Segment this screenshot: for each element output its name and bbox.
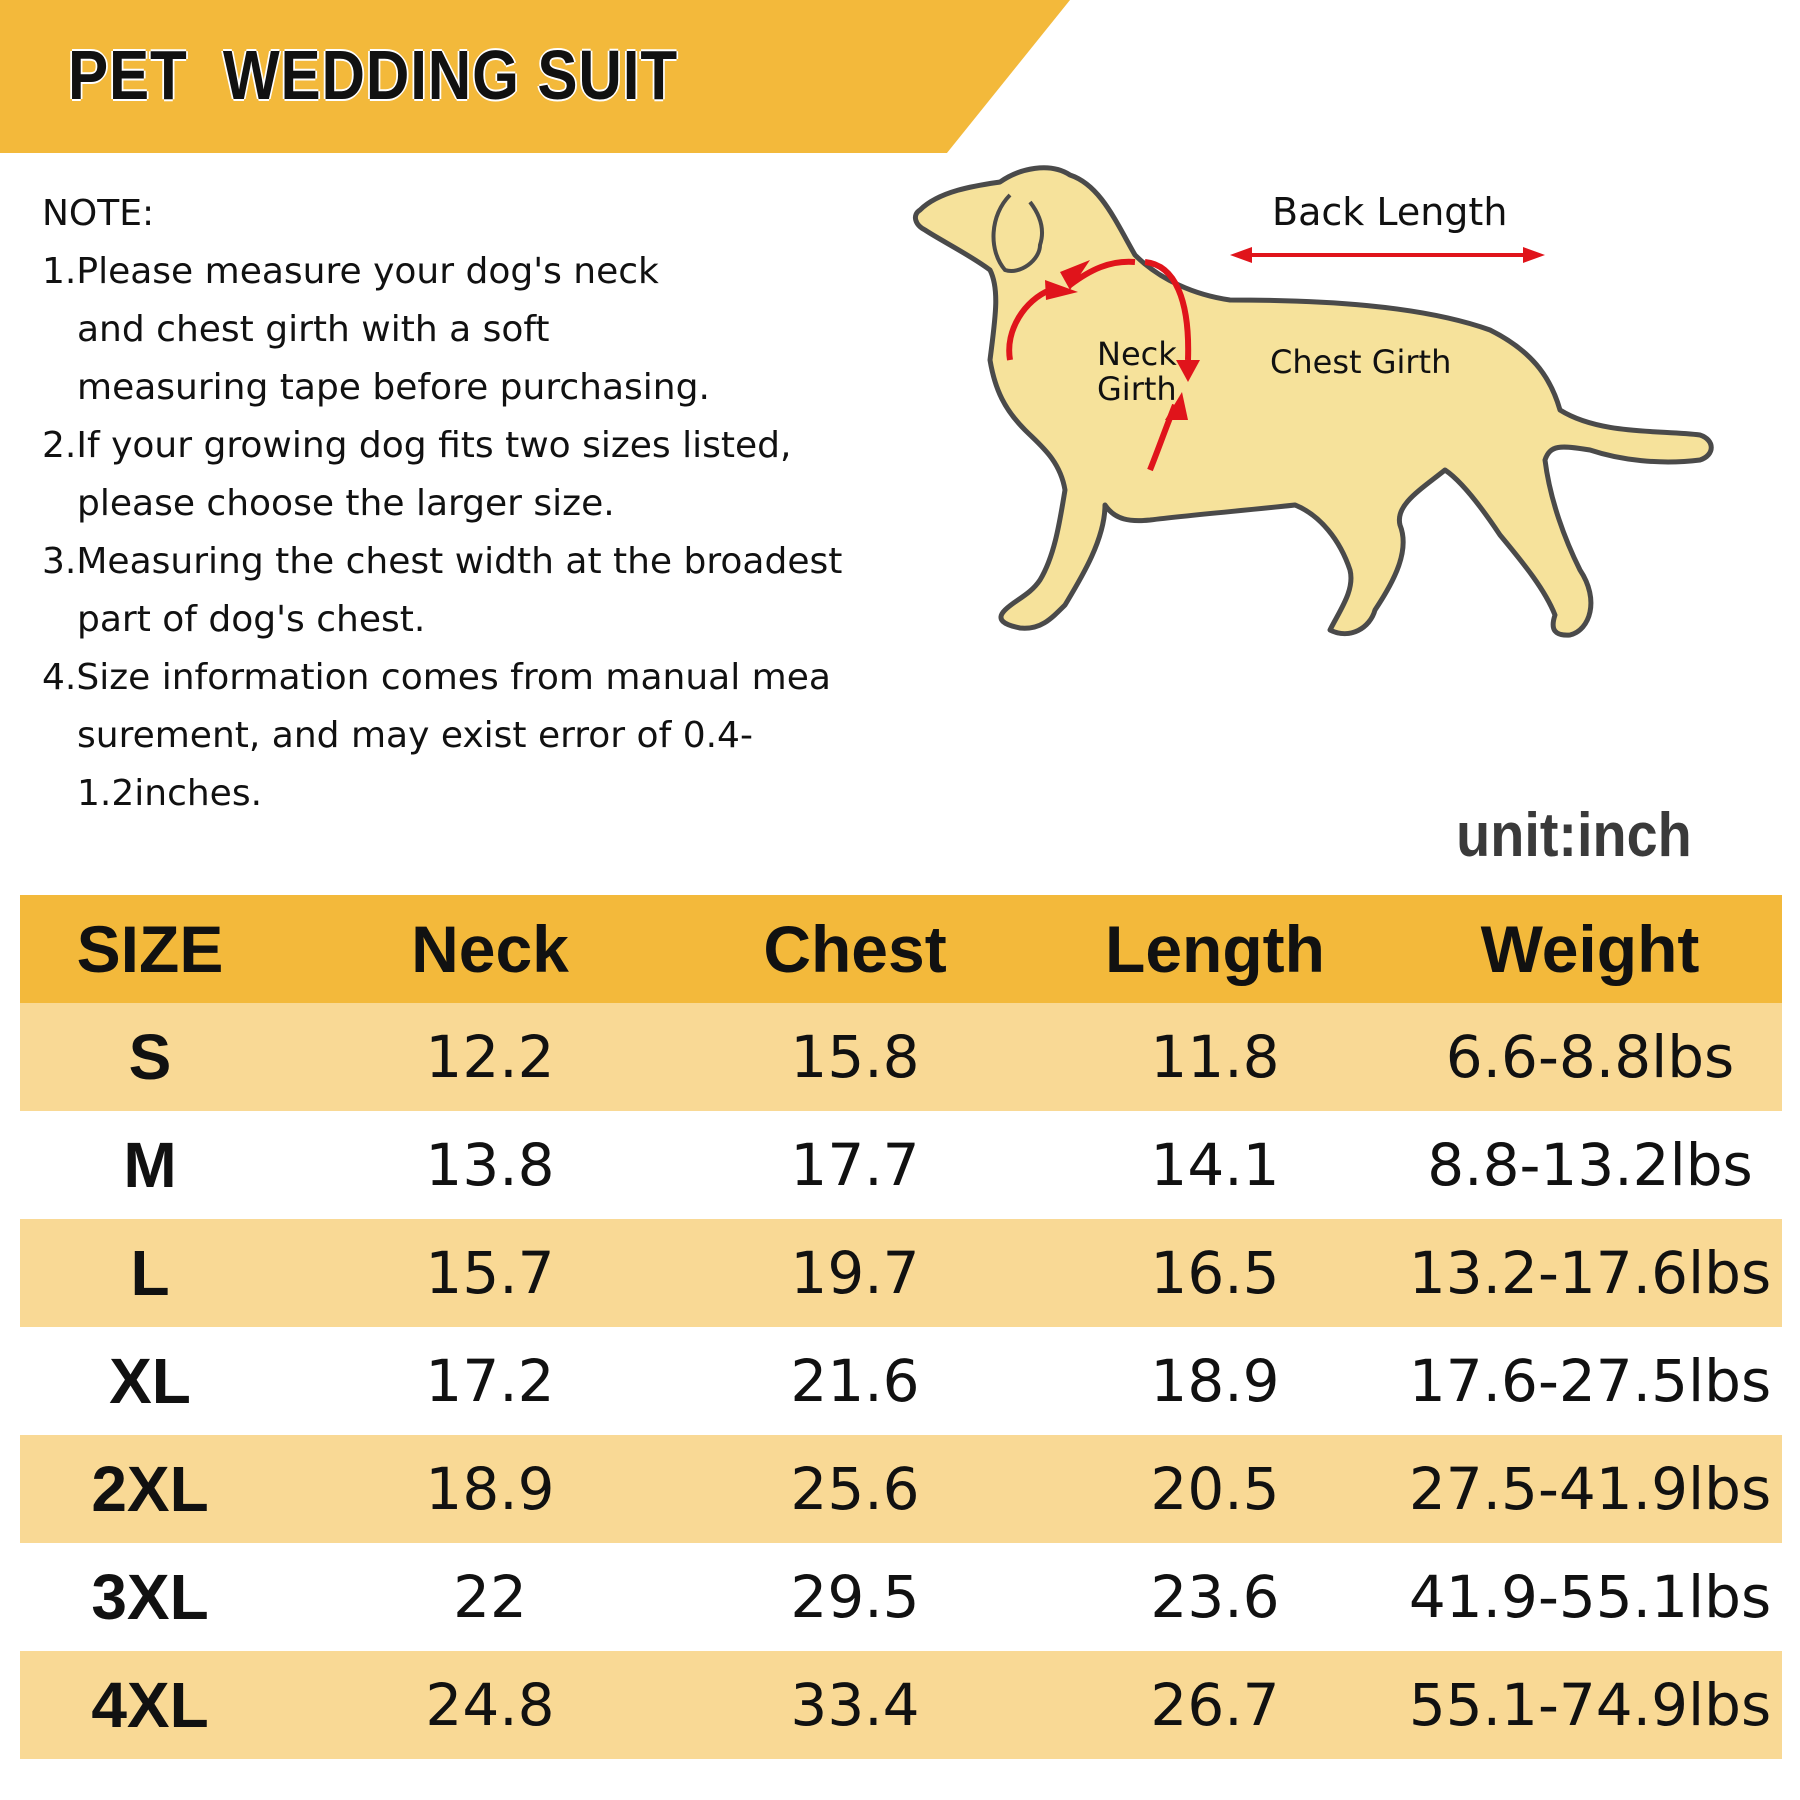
table-row (20, 1327, 1782, 1435)
neck-girth-label: Girth (1097, 370, 1177, 408)
note-item-number: 4. (42, 657, 77, 698)
note-item-continuation: part of dog's chest. (77, 599, 426, 640)
weight-cell: 13.2-17.6lbs (1408, 1239, 1772, 1307)
neck-cell: 22 (453, 1563, 527, 1631)
dog-measurement-diagram (900, 160, 1740, 750)
weight-cell: 55.1-74.9lbs (1408, 1671, 1772, 1739)
table-row (20, 1003, 1782, 1111)
unit-label: unit:inch (1456, 801, 1692, 870)
neck-cell: 18.9 (425, 1455, 555, 1523)
size-cell: 2XL (91, 1453, 209, 1525)
weight-cell: 41.9-55.1lbs (1408, 1563, 1772, 1631)
weight-cell: 27.5-41.9lbs (1408, 1455, 1772, 1523)
size-cell: 3XL (91, 1561, 209, 1633)
table-row (20, 1543, 1782, 1651)
header-size: SIZE (76, 912, 224, 986)
header-weight: Weight (1480, 912, 1700, 986)
note-item-number: 1. (42, 251, 77, 292)
neck-cell: 13.8 (425, 1131, 555, 1199)
chest-cell: 33.4 (790, 1671, 920, 1739)
table-row (20, 1435, 1782, 1543)
note-item-1 (42, 243, 902, 301)
size-cell: XL (109, 1345, 191, 1417)
chest-cell: 25.6 (790, 1455, 920, 1523)
neck-cell: 24.8 (425, 1671, 555, 1739)
size-cell: L (130, 1237, 170, 1309)
neck-cell: 15.7 (425, 1239, 555, 1307)
neck-girth-label: Neck (1097, 335, 1177, 373)
length-cell: 14.1 (1150, 1131, 1280, 1199)
chest-cell: 29.5 (790, 1563, 920, 1631)
weight-cell: 17.6-27.5lbs (1408, 1347, 1772, 1415)
back-length-arrowhead-right (1523, 247, 1545, 263)
length-cell: 20.5 (1150, 1455, 1280, 1523)
header-chest: Chest (763, 912, 947, 986)
neck-cell: 17.2 (425, 1347, 555, 1415)
size-table (20, 895, 1782, 1759)
note-item-3 (42, 533, 902, 591)
header-length: Length (1105, 912, 1325, 986)
note-item-text: Please measure your dog's neck (76, 251, 659, 292)
back-length-label: Back Length (1272, 190, 1508, 234)
table-row (20, 1111, 1782, 1219)
dog-silhouette (915, 168, 1711, 635)
neck-cell: 12.2 (425, 1023, 555, 1091)
note-item-text: Size information comes from manual mea (76, 657, 831, 698)
length-cell: 26.7 (1150, 1671, 1280, 1739)
chest-girth-label: Chest Girth (1270, 343, 1452, 381)
length-cell: 23.6 (1150, 1563, 1280, 1631)
note-item-number: 3. (42, 541, 77, 582)
note-item-text: Measuring the chest width at the broadest (76, 541, 843, 582)
note-item-continuation: measuring tape before purchasing. (77, 367, 710, 408)
header-neck: Neck (411, 912, 569, 986)
size-cell: S (128, 1021, 172, 1093)
note-item-continuation: surement, and may exist error of 0.4-1.2inches. (77, 715, 753, 814)
note-item-number: 2. (42, 425, 77, 466)
chest-cell: 21.6 (790, 1347, 920, 1415)
size-cell: 4XL (91, 1669, 209, 1741)
page-title: PET WEDDING SUIT (68, 36, 678, 114)
length-cell: 11.8 (1150, 1023, 1280, 1091)
table-header-row (20, 895, 1782, 1003)
note-section (42, 185, 902, 823)
note-item-continuation: please choose the larger size. (77, 483, 615, 524)
table-row (20, 1651, 1782, 1759)
weight-cell: 8.8-13.2lbs (1427, 1131, 1753, 1199)
note-item-2 (42, 417, 902, 475)
chest-cell: 19.7 (790, 1239, 920, 1307)
note-item-text: If your growing dog fits two sizes listed, (76, 425, 792, 466)
dog-illustration (900, 160, 1740, 750)
weight-cell: 6.6-8.8lbs (1445, 1023, 1735, 1091)
note-heading: NOTE: (42, 193, 155, 234)
size-cell: M (123, 1129, 177, 1201)
length-cell: 16.5 (1150, 1239, 1280, 1307)
table-row (20, 1219, 1782, 1327)
length-cell: 18.9 (1150, 1347, 1280, 1415)
chest-cell: 15.8 (790, 1023, 920, 1091)
note-item-continuation: and chest girth with a soft (77, 309, 550, 350)
note-item-4 (42, 649, 902, 707)
back-length-arrowhead-left (1230, 247, 1252, 263)
chest-cell: 17.7 (790, 1131, 920, 1199)
